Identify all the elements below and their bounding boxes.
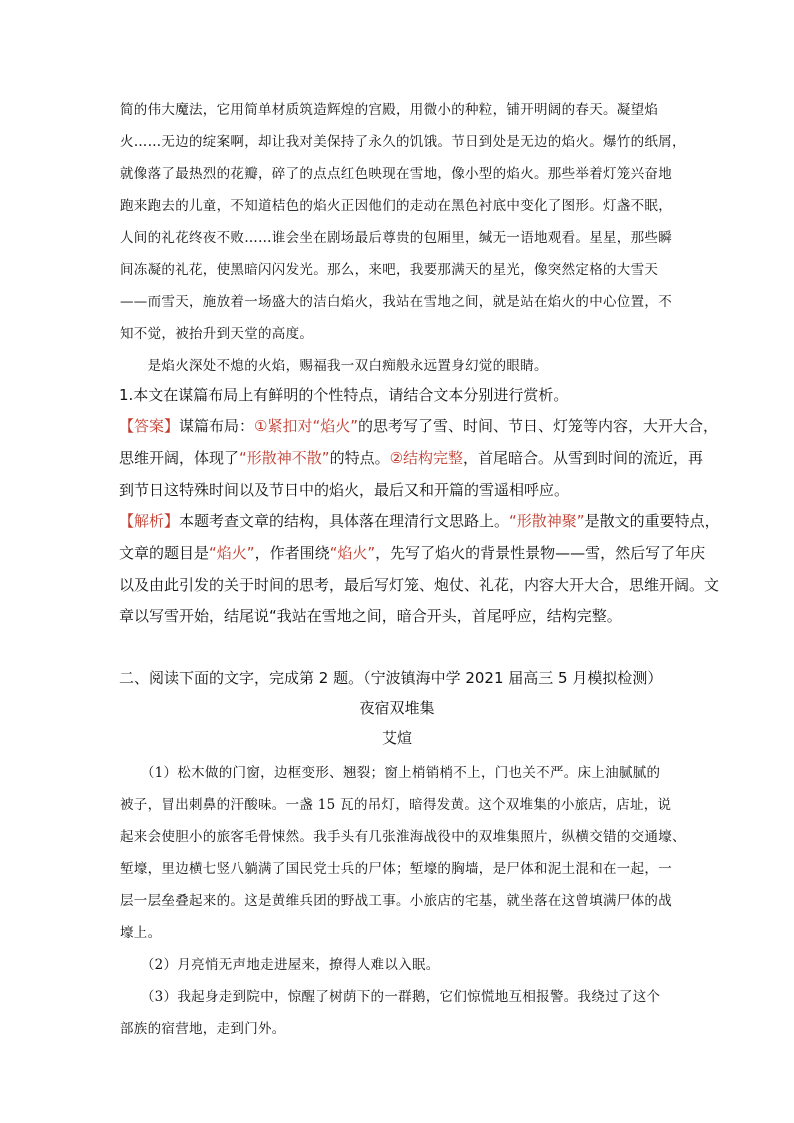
analysis-text: ，先写了焰火的背景性景物——雪，然后写了年庆 — [375, 544, 706, 562]
analysis-tag: 【解析】 — [119, 512, 180, 530]
analysis-highlight: “焰火” — [329, 544, 376, 562]
analysis-line-3: 以及由此引发的关于时间的思考，最后写灯笼、炮仗、礼花，内容大开大合，思维开阔。文 — [119, 576, 720, 594]
answer-text: 的特点。 — [329, 449, 390, 467]
answer-line-2 — [119, 447, 704, 468]
analysis-highlight: “焰火” — [209, 544, 255, 562]
analysis-text: 文章的题目是 — [119, 544, 210, 562]
answer-highlight: ①紧扣对“焰火” — [254, 417, 359, 435]
answer-text: 思维开阔，体现了 — [119, 449, 240, 467]
analysis-highlight: “形散神聚” — [509, 512, 585, 530]
passage-line: 部族的宿营地，走到门外。 — [120, 1021, 286, 1037]
answer-highlight: “形散神不散” — [239, 449, 330, 467]
answer-tag: 【答案】 — [119, 417, 180, 435]
passage-line: （3）我起身走到院中，惊醒了树荫下的一群鹅，它们惊慌地互相报警。我绕过了这个 — [120, 989, 661, 1005]
passage-line: 堑壕，里边横七竖八躺满了国民党士兵的尸体；堑壕的胸墙，是尸体和泥土混和在一起，一 — [120, 861, 672, 877]
passage-line: 层一层垒叠起来的。这是黄维兵团的野战工事。小旅店的宅基，就坐落在这曾填满尸体的战 — [120, 893, 672, 909]
article-author: 艾煊 — [381, 729, 412, 747]
passage-line: 火……无边的绽案啊，却让我对美保持了永久的饥饿。节日到处是无边的焰火。爆竹的纸屑， — [120, 134, 686, 150]
passage-line: 人间的礼花终夜不败……谁会坐在剧场最后尊贵的包厢里，缄无一语地观看。星星，那些瞬 — [120, 230, 672, 246]
passage-line: ——而雪天，施放着一场盛大的洁白焰火，我站在雪地之间，就是站在焰火的中心位置，不 — [120, 294, 672, 310]
passage-line: 起来会使胆小的旅客毛骨悚然。我手头有几张淮海战役中的双堆集照片，纵横交错的交通壕、 — [120, 829, 686, 845]
answer-line-1 — [119, 415, 719, 436]
passage-line: 是焰火深处不熄的火焰，赐福我一双白痴般永远置身幻觉的眼睛。 — [120, 358, 548, 374]
passage-line: （2）月亮悄无声地走进屋来，撩得人难以入眠。 — [120, 957, 440, 973]
passage-line: 跑来跑去的儿童，不知道桔色的焰火正因他们的走动在黑色衬底中变化了图形。灯盏不眠， — [120, 198, 672, 214]
answer-text: 的思考写了雪、时间、节日、灯笼等内容，大开大合， — [358, 417, 719, 435]
article-title: 夜宿双堆集 — [359, 699, 435, 717]
passage-line: 简的伟大魔法，它用简单材质筑造辉煌的宫殿，用微小的种粒，铺开明阔的春天。凝望焰 — [120, 102, 659, 118]
analysis-text: 是散文的重要特点， — [584, 512, 720, 530]
analysis-line-2 — [119, 542, 706, 563]
analysis-line-4: 章以写雪开始，结尾说“我站在雪地之间，暗合开头，首尾呼应，结构完整。 — [119, 607, 622, 625]
answer-text: ，首尾暗合。从雪到时间的流近，再 — [463, 449, 704, 467]
answer-line-3: 到节日这特殊时间以及节日中的焰火，最后又和开篇的雪遥相呼应。 — [119, 481, 570, 499]
section-2-heading: 二、阅读下面的文字，完成第 2 题。（宁波镇海中学 2021 届高三 5 月模拟检测） — [119, 669, 663, 687]
analysis-text: ，作者围绕 — [254, 544, 330, 562]
analysis-text: 本题考查文章的结构，具体落在理清行文思路上。 — [179, 512, 510, 530]
passage-line: 知不觉，被抬升到天堂的高度。 — [120, 326, 314, 342]
passage-line: （1）松木做的门窗，边框变形、翘裂；窗上梢销梢不上，门也关不严。床上油腻腻的 — [120, 765, 661, 781]
passage-line: 就像落了最热烈的花瓣，碎了的点点红色映现在雪地，像小型的焰火。那些举着灯笼兴奋地 — [120, 166, 672, 182]
question-1-stem: 1.本文在谋篇布局上有鲜明的个性特点，请结合文本分别进行赏析。 — [119, 386, 569, 404]
answer-text: 谋篇布局： — [179, 417, 255, 435]
analysis-line-1 — [119, 510, 720, 531]
answer-highlight: ②结构完整 — [389, 449, 464, 467]
passage-line: 被子，冒出刺鼻的汗酸味。一盏 15 瓦的吊灯，暗得发黄。这个双堆集的小旅店，店址，说 — [120, 797, 672, 813]
passage-line: 壕上。 — [120, 925, 162, 941]
passage-line: 间冻凝的礼花，使黑暗闪闪发光。那么，来吧，我要那满天的星光，像突然定格的大雪天 — [120, 262, 659, 278]
